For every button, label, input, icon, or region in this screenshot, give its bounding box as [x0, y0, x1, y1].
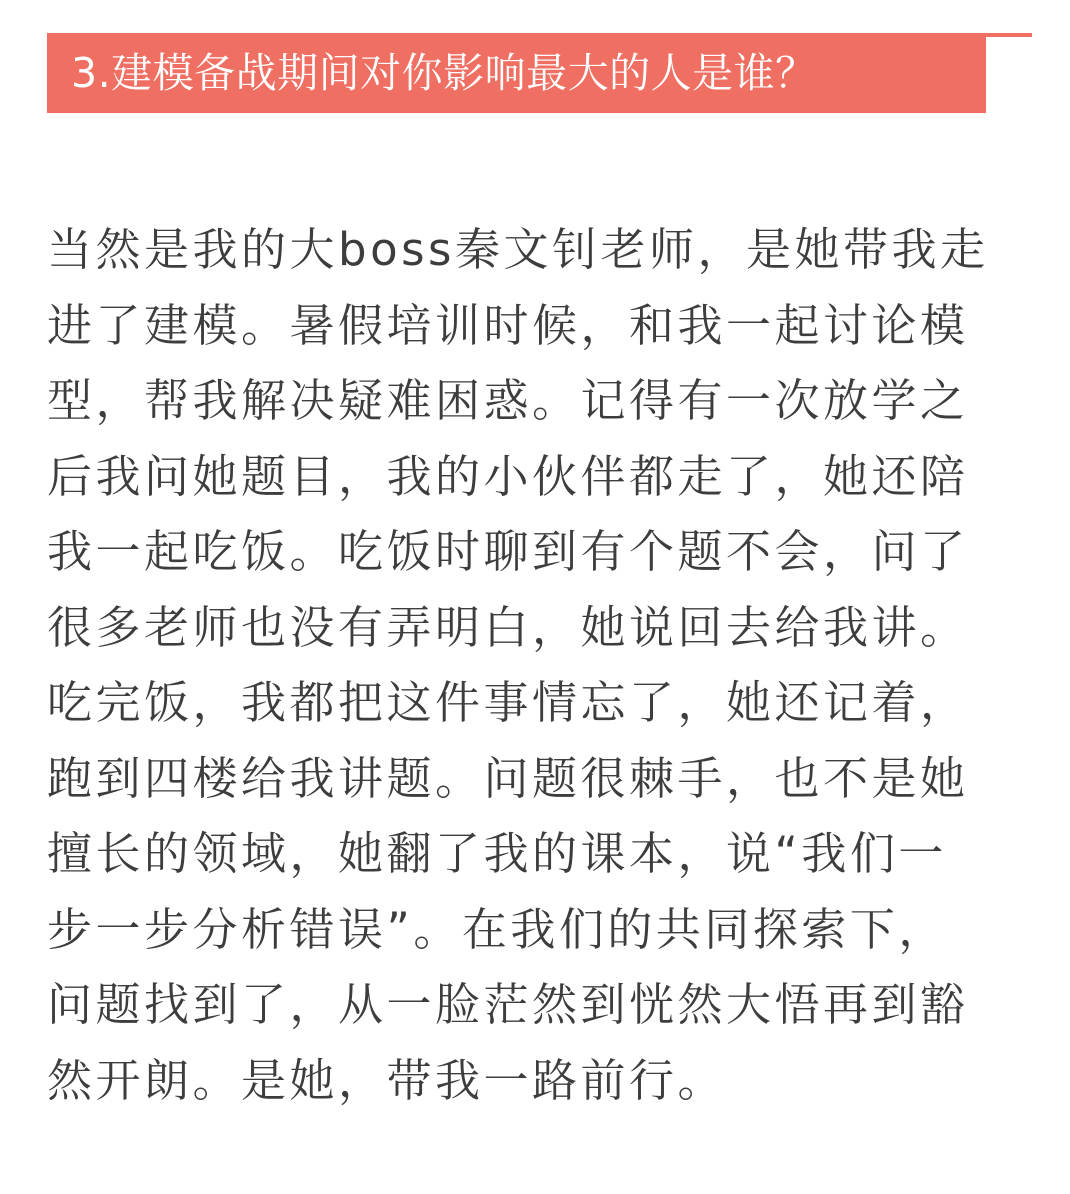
paragraph-line: 进了建模。暑假培训时候，和我一起讨论模: [47, 298, 969, 352]
question-heading: [47, 33, 1032, 113]
paragraph-line: 擅长的领域，她翻了我的课本，说“我们一: [47, 827, 947, 880]
paragraph-line: 当然是我的大boss秦文钊老师，是她带我走: [47, 223, 989, 276]
paragraph-line: 吃完饭，我都把这件事情忘了，她还记着，: [47, 676, 969, 729]
paragraph-line: 步一步分析错误”。在我们的共同探索下，: [47, 902, 947, 956]
heading-title: 3.建模备战期间对你影响最大的人是谁？: [71, 49, 817, 97]
paragraph-line: 然开朗。是她，带我一路前行。: [47, 1053, 727, 1107]
answer-paragraph: [47, 212, 1032, 1118]
paragraph-line: 型，帮我解决疑难困惑。记得有一次放学之: [47, 374, 969, 427]
heading-accent-line: [986, 33, 1032, 37]
paragraph-line: 我一起吃饭。吃饭时聊到有个题不会，问了: [47, 525, 969, 578]
paragraph-line: 后我问她题目，我的小伙伴都走了，她还陪: [47, 449, 969, 503]
paragraph-line: 问题找到了，从一脸茫然到恍然大悟再到豁: [47, 978, 969, 1031]
paragraph-line: 跑到四楼给我讲题。问题很棘手，也不是她: [47, 751, 969, 805]
paragraph-line: 很多老师也没有弄明白，她说回去给我讲。: [47, 600, 969, 654]
